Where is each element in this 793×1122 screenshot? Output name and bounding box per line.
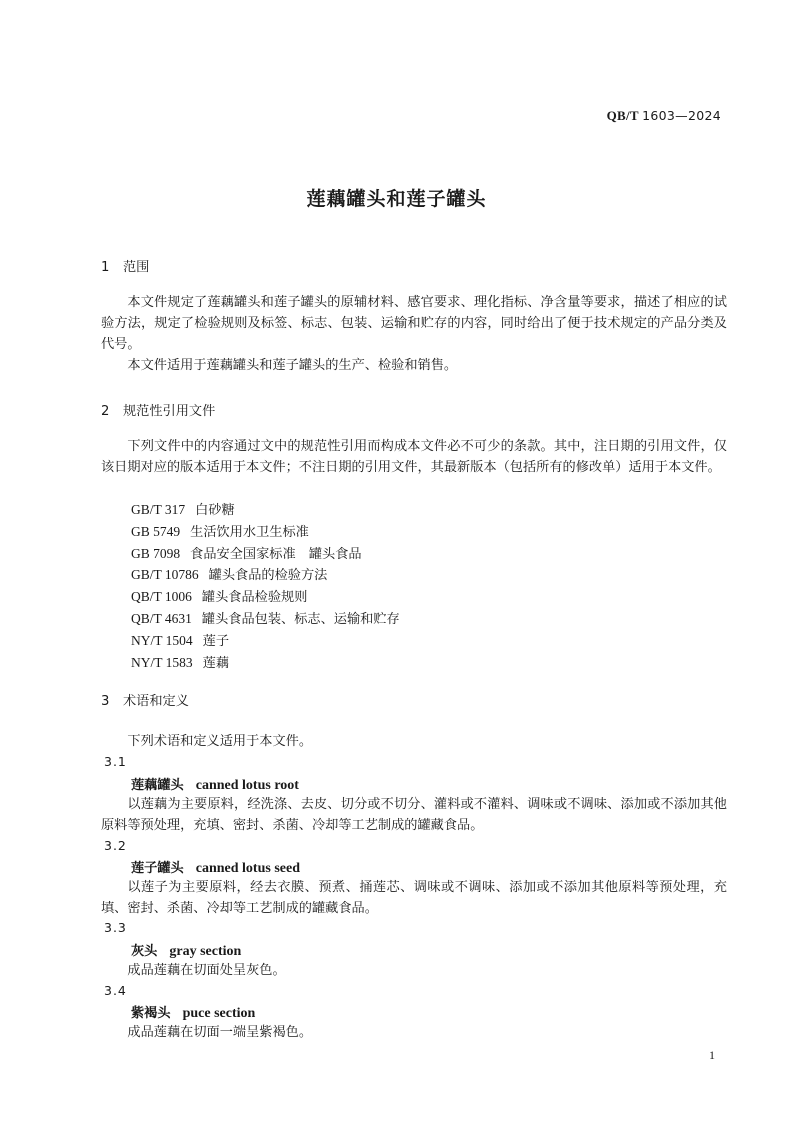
term-number: 3.2 [104, 838, 127, 853]
term-chinese: 灰头 [131, 944, 158, 959]
reference-code: GB 7098 [131, 545, 181, 561]
term-number: 3.3 [104, 920, 127, 935]
reference-list [131, 500, 400, 674]
section-2-body [101, 436, 727, 478]
section-1-paragraph: 本文件适用于莲藕罐头和莲子罐头的生产、检验和销售。 [127, 358, 458, 373]
term-definition: 成品莲藕在切面处呈灰色。 [127, 963, 286, 978]
term-definition: 以莲藕为主要原料，经洗涤、去皮、切分或不切分、灌料或不灌料、调味或不调味、添加或不添加其他原料等预处理，充填、密封、杀菌、冷却等工艺制成的罐藏食品。 [101, 797, 727, 833]
section-3-title: 术语和定义 [123, 694, 189, 709]
term-english: canned lotus seed [195, 861, 300, 876]
reference-title: 莲子 [202, 633, 230, 649]
term-chinese: 莲子罐头 [131, 861, 184, 876]
reference-code: NY/T 1583 [131, 654, 193, 670]
reference-title: 生活饮用水卫生标准 [190, 524, 309, 540]
term-english: canned lotus root [195, 778, 299, 793]
section-3-intro: 下列术语和定义适用于本文件。 [127, 734, 313, 749]
reference-item [131, 631, 400, 653]
term-heading [131, 857, 300, 877]
reference-item [131, 653, 400, 675]
reference-item [131, 522, 400, 544]
standard-code-number: 1603—2024 [642, 108, 721, 123]
standard-code [607, 108, 721, 124]
term-definition: 成品莲藕在切面一端呈紫褐色。 [127, 1025, 313, 1040]
section-2-intro: 下列文件中的内容通过文中的规范性引用而构成本文件必不可少的条款。其中，注日期的引用文件，仅该日期对应的版本适用于本文件；不注日期的引用文件，其最新版本（包括所有的修改单）适用于本文件。 [101, 439, 727, 475]
reference-title: 罐头食品的检验方法 [208, 568, 328, 584]
reference-item [131, 565, 400, 587]
reference-code: GB 5749 [131, 523, 181, 539]
reference-item [131, 544, 400, 566]
page-number: 1 [709, 1048, 715, 1062]
reference-code: GB/T 10786 [131, 567, 199, 583]
term-definition: 以莲子为主要原料，经去衣膜、预煮、捅莲芯、调味或不调味、添加或不添加其他原料等预处理，充填、密封、杀菌、冷却等工艺制成的罐藏食品。 [101, 880, 727, 916]
section-1-number: 1 [101, 260, 110, 275]
section-2-title: 规范性引用文件 [123, 404, 216, 419]
reference-title: 罐头食品检验规则 [201, 590, 308, 606]
reference-title: 食品安全国家标准 罐头食品 [190, 546, 362, 562]
reference-item [131, 587, 400, 609]
reference-item [131, 609, 400, 631]
term-heading [131, 940, 241, 960]
reference-title: 莲藕 [202, 655, 230, 671]
section-2-number: 2 [101, 404, 110, 419]
section-3-number: 3 [101, 694, 110, 709]
term-english: puce section [182, 1006, 256, 1021]
reference-code: QB/T 1006 [131, 589, 192, 605]
reference-code: GB/T 317 [131, 502, 186, 517]
reference-item [131, 500, 400, 522]
section-1-body [101, 292, 727, 376]
term-heading [131, 774, 299, 794]
reference-code: QB/T 4631 [131, 610, 192, 626]
section-1-paragraph: 本文件规定了莲藕罐头和莲子罐头的原辅材料、感官要求、理化指标、净含量等要求，描述了相应的试验方法，规定了检验规则及标签、标志、包装、运输和贮存的内容，同时给出了便于技术规定的产品分类及代号。 [101, 295, 727, 352]
section-1-title: 范围 [123, 260, 150, 275]
term-english: gray section [169, 944, 242, 959]
section-3-heading [101, 690, 189, 709]
section-2-heading [101, 400, 215, 419]
section-3-intro-wrap [101, 731, 727, 752]
term-number: 3.1 [104, 754, 127, 769]
term-chinese: 紫褐头 [131, 1006, 171, 1021]
section-1-heading [101, 256, 149, 275]
standard-code-prefix: QB/T [606, 108, 639, 123]
term-heading [131, 1002, 255, 1022]
term-number: 3.4 [104, 983, 127, 998]
reference-title: 白砂糖 [195, 503, 235, 518]
reference-title: 罐头食品包装、标志、运输和贮存 [201, 611, 400, 627]
reference-code: NY/T 1504 [131, 632, 193, 648]
term-chinese: 莲藕罐头 [131, 778, 184, 793]
document-title: 莲藕罐头和莲子罐头 [306, 188, 487, 210]
